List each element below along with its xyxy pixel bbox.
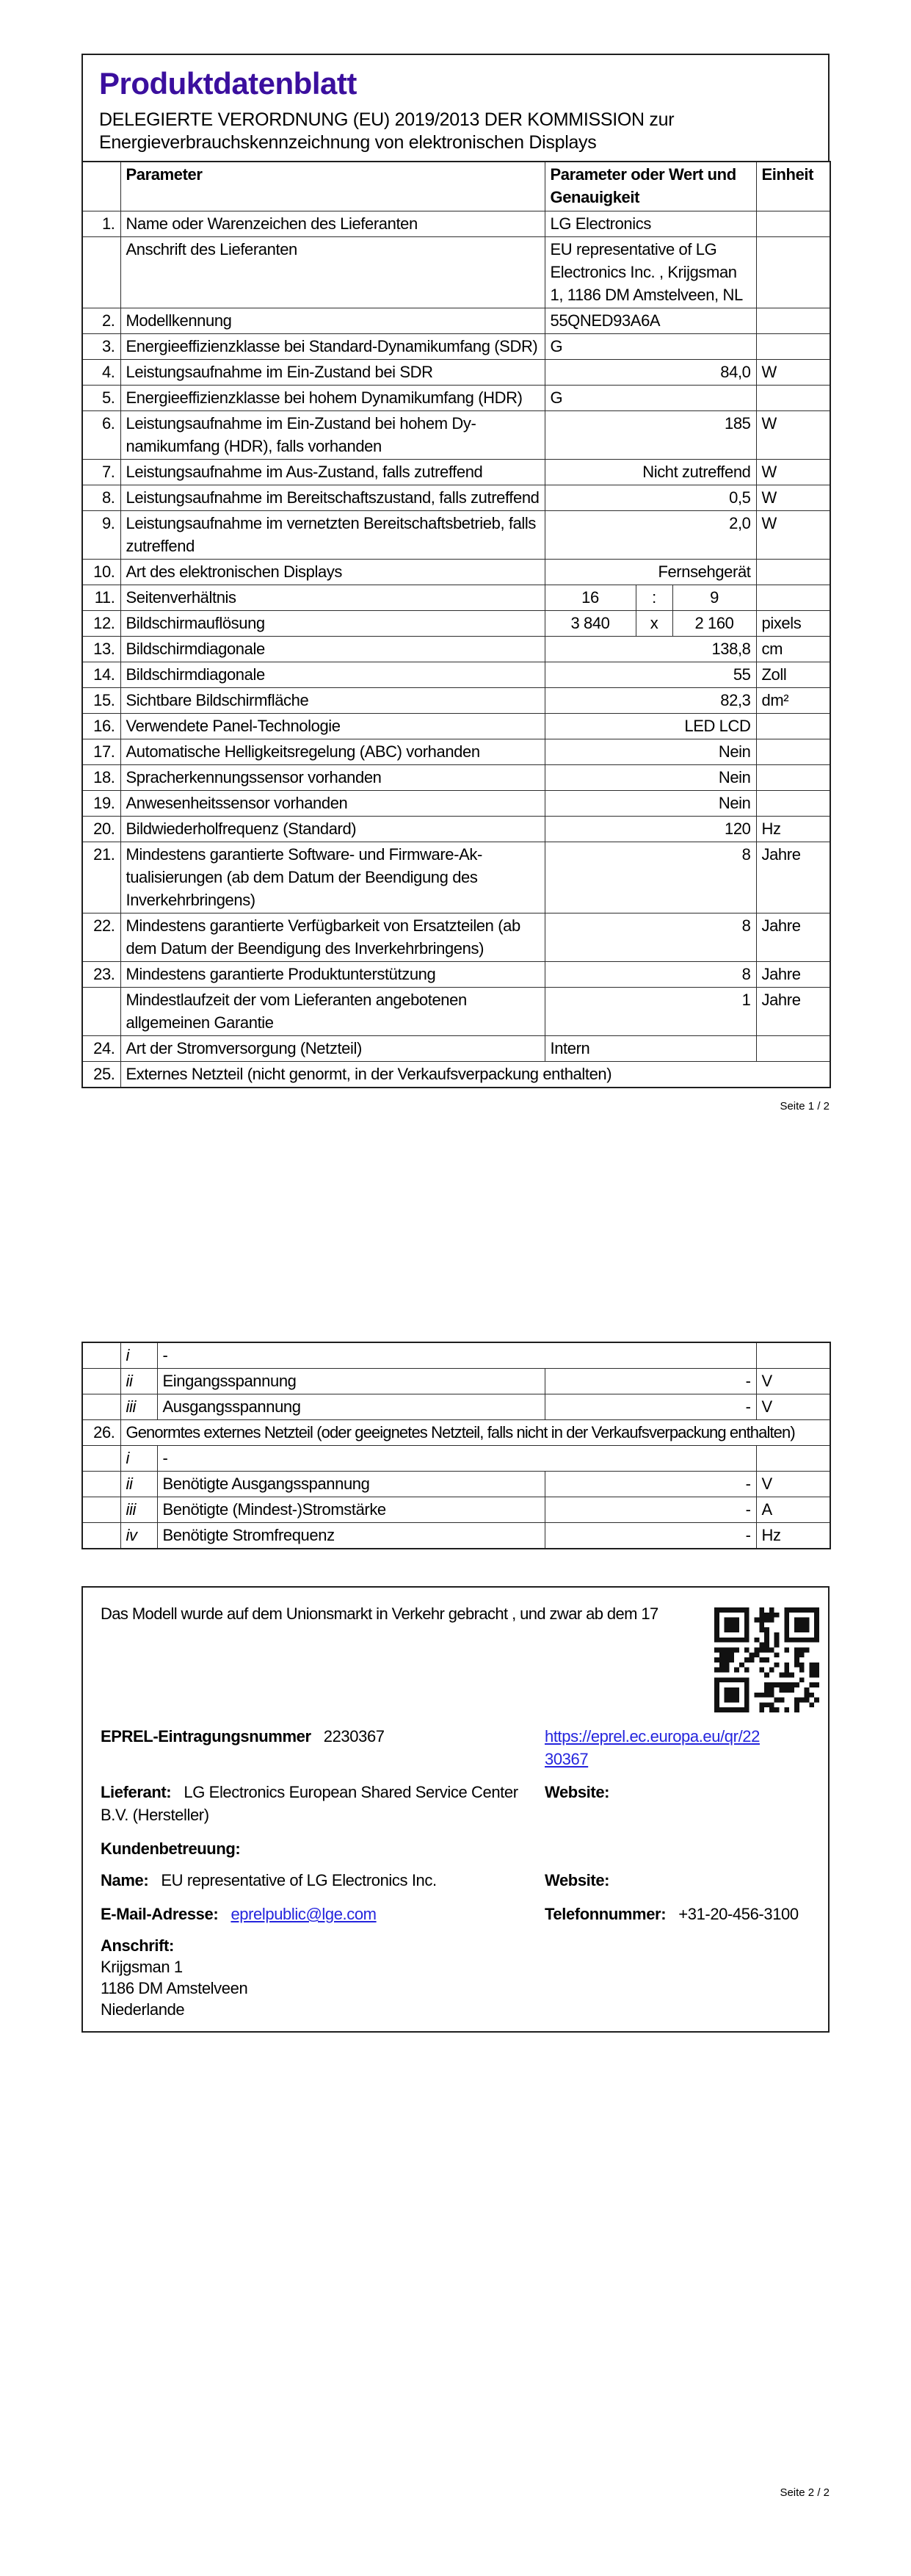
parameter-cell: Bildwiederholfrequenz (Standard) bbox=[120, 817, 545, 842]
eprel-row bbox=[101, 1725, 810, 1770]
table-row bbox=[82, 662, 830, 688]
unit-cell: dm² bbox=[756, 688, 830, 714]
row-number-cell: 7. bbox=[82, 460, 120, 485]
table-row bbox=[82, 560, 830, 585]
table-row bbox=[82, 739, 830, 765]
table-row bbox=[82, 1472, 830, 1497]
supplier-label: Lieferant: bbox=[101, 1783, 172, 1801]
table-header-row bbox=[82, 162, 830, 211]
unit-cell: A bbox=[756, 1497, 830, 1523]
parameter-cell: Automatische Helligkeitsregelung (ABC) vorhanden bbox=[120, 739, 545, 765]
unit-cell bbox=[756, 1342, 830, 1369]
eprel-link[interactable]: https://eprel.ec.europa.eu/qr/22 bbox=[545, 1727, 760, 1745]
row-number-cell: 3. bbox=[82, 334, 120, 360]
row-number-cell: 20. bbox=[82, 817, 120, 842]
unit-cell bbox=[756, 237, 830, 308]
value-cell: 2,0 bbox=[545, 511, 756, 560]
value-cell: 84,0 bbox=[545, 360, 756, 386]
page1-block bbox=[81, 54, 830, 1113]
row-number-cell: 9. bbox=[82, 511, 120, 560]
value-cell: G bbox=[545, 386, 756, 411]
value-cell: LED LCD bbox=[545, 714, 756, 739]
unit-cell: V bbox=[756, 1369, 830, 1394]
value-cell: 185 bbox=[545, 411, 756, 460]
unit-cell: V bbox=[756, 1472, 830, 1497]
table-row bbox=[82, 334, 830, 360]
table-row bbox=[82, 1394, 830, 1420]
value-cell: Fernsehgerät bbox=[545, 560, 756, 585]
value-cell: 8 bbox=[545, 913, 756, 962]
value-cell: 138,8 bbox=[545, 637, 756, 662]
table-row bbox=[82, 1062, 830, 1088]
value-cell: - bbox=[545, 1472, 756, 1497]
email-row bbox=[101, 1903, 810, 1925]
unit-cell: W bbox=[756, 460, 830, 485]
row-number-cell bbox=[82, 1523, 120, 1549]
address-label: Anschrift: bbox=[101, 1936, 174, 1955]
sub-index-cell: iv bbox=[120, 1523, 157, 1549]
row-number-cell: 10. bbox=[82, 560, 120, 585]
parameter-cell: Art des elektronischen Displays bbox=[120, 560, 545, 585]
row-number-cell: 19. bbox=[82, 791, 120, 817]
table-row bbox=[82, 1523, 830, 1549]
row-number-cell: 22. bbox=[82, 913, 120, 962]
unit-cell bbox=[756, 585, 830, 611]
value-cell: - bbox=[545, 1523, 756, 1549]
parameter-cell: Anschrift des Lieferanten bbox=[120, 237, 545, 308]
value-cell: - bbox=[545, 1497, 756, 1523]
unit-cell: Jahre bbox=[756, 913, 830, 962]
row-number-cell: 18. bbox=[82, 765, 120, 791]
row-number-cell: 4. bbox=[82, 360, 120, 386]
website2-label: Website: bbox=[545, 1871, 610, 1889]
name-label: Name: bbox=[101, 1871, 149, 1889]
row-number-cell: 14. bbox=[82, 662, 120, 688]
parameter-cell: Externes Netzteil (nicht genormt, in der Verkaufsverpackung enthalten) bbox=[120, 1062, 830, 1088]
row-number-cell: 2. bbox=[82, 308, 120, 334]
unit-cell: Hz bbox=[756, 817, 830, 842]
unit-cell: W bbox=[756, 360, 830, 386]
unit-cell bbox=[756, 560, 830, 585]
product-parameters-table bbox=[81, 161, 831, 1088]
value-cell: - bbox=[545, 1369, 756, 1394]
sub-index-cell: ii bbox=[120, 1369, 157, 1394]
header-parameter-cell: Parameter bbox=[120, 162, 545, 211]
phone-number: +31-20-456-3100 bbox=[678, 1905, 799, 1923]
table-row bbox=[82, 360, 830, 386]
value-cell: 1 bbox=[545, 988, 756, 1036]
row-number-cell: 6. bbox=[82, 411, 120, 460]
unit-cell: Jahre bbox=[756, 988, 830, 1036]
parameter-cell: Seitenverhältnis bbox=[120, 585, 545, 611]
row-number-cell bbox=[82, 1394, 120, 1420]
market-statement: Das Modell wurde auf dem Unionsmarkt in Verkehr gebracht , und zwar ab dem 17 bbox=[101, 1604, 658, 1623]
table-row bbox=[82, 1369, 830, 1394]
value-cell: 8 bbox=[545, 842, 756, 913]
row-number-cell: 13. bbox=[82, 637, 120, 662]
parameter-cell: Leistungsaufnahme im Ein-Zustand bei hohem Dynamikumfang (HDR), falls vorhanden bbox=[120, 411, 545, 460]
row-number-cell bbox=[82, 1497, 120, 1523]
unit-cell: pixels bbox=[756, 611, 830, 637]
table-row bbox=[82, 585, 830, 611]
unit-cell bbox=[756, 386, 830, 411]
row-number-cell bbox=[82, 988, 120, 1036]
row-number-cell bbox=[82, 1369, 120, 1394]
unit-cell: Jahre bbox=[756, 842, 830, 913]
value-cell: LG Electronics bbox=[545, 211, 756, 237]
value-cell: Nein bbox=[545, 765, 756, 791]
supplier-row bbox=[101, 1781, 810, 1826]
sub-index-cell: iii bbox=[120, 1394, 157, 1420]
row-number-cell: 24. bbox=[82, 1036, 120, 1062]
table-row bbox=[82, 485, 830, 511]
parameter-cell: Energieeffizienzklasse bei hohem Dynamikumfang (HDR) bbox=[120, 386, 545, 411]
value-cell: Nein bbox=[545, 739, 756, 765]
value-cell: 3 840 bbox=[545, 611, 636, 637]
parameter-cell: Bildschirmdiagonale bbox=[120, 662, 545, 688]
value-cell: 9 bbox=[672, 585, 756, 611]
parameter-cell: Anwesenheitssensor vorhanden bbox=[120, 791, 545, 817]
table-row bbox=[82, 386, 830, 411]
value-separator-cell: x bbox=[636, 611, 672, 637]
value-cell: 120 bbox=[545, 817, 756, 842]
market-info-box bbox=[81, 1586, 830, 2033]
website-label: Website: bbox=[545, 1783, 610, 1801]
unit-cell bbox=[756, 1446, 830, 1472]
table-row bbox=[82, 688, 830, 714]
row-number-cell: 1. bbox=[82, 211, 120, 237]
parameter-cell: Benötigte Ausgangsspannung bbox=[157, 1472, 545, 1497]
address-line: Krijgsman 1 bbox=[101, 1958, 183, 1976]
unit-cell bbox=[756, 308, 830, 334]
value-cell: - bbox=[157, 1446, 756, 1472]
value-cell: 2 160 bbox=[672, 611, 756, 637]
unit-cell: V bbox=[756, 1394, 830, 1420]
unit-cell: Jahre bbox=[756, 962, 830, 988]
unit-cell: cm bbox=[756, 637, 830, 662]
unit-cell: W bbox=[756, 411, 830, 460]
regulation-subtitle: DELEGIERTE VERORDNUNG (EU) 2019/2013 DER KOMMISSION zur Energieverbrauchskennzeichnung von elektronischen Displays bbox=[99, 109, 675, 153]
table-row bbox=[82, 460, 830, 485]
value-cell: EU representative of LG Electronics Inc. , Krijgsman 1, 1186 DM Amstelveen, NL bbox=[545, 237, 756, 308]
email-label: E-Mail-Adresse: bbox=[101, 1905, 219, 1923]
value-cell: 8 bbox=[545, 962, 756, 988]
value-cell: 0,5 bbox=[545, 485, 756, 511]
parameter-cell: Leistungsaufnahme im Bereitschaftszustand, falls zutreffend bbox=[120, 485, 545, 511]
value-cell: - bbox=[157, 1342, 756, 1369]
value-cell: 55QNED93A6A bbox=[545, 308, 756, 334]
supplier-line bbox=[101, 1781, 545, 1826]
title-box bbox=[81, 54, 830, 162]
parameter-cell: Modellkennung bbox=[120, 308, 545, 334]
row-number-cell: 11. bbox=[82, 585, 120, 611]
value-cell: G bbox=[545, 334, 756, 360]
table-row bbox=[82, 211, 830, 237]
sub-index-cell: i bbox=[120, 1446, 157, 1472]
parameter-cell: Energieeffizienzklasse bei Standard-Dynamikumfang (SDR) bbox=[120, 334, 545, 360]
customer-service-heading: Kundenbetreuung: bbox=[101, 1839, 241, 1858]
unit-cell bbox=[756, 1036, 830, 1062]
contact-name-row bbox=[101, 1869, 810, 1892]
table-row bbox=[82, 842, 830, 913]
table-row bbox=[82, 1420, 830, 1446]
sub-index-cell: i bbox=[120, 1342, 157, 1369]
parameter-cell: Mindestens garantierte Software- und Firmware-Aktualisierungen (ab dem Datum der Beendigung des Inverkehrbringens) bbox=[120, 842, 545, 913]
value-cell: Nein bbox=[545, 791, 756, 817]
table-row bbox=[82, 988, 830, 1036]
address-line: 1186 DM Amstelveen bbox=[101, 1979, 248, 1997]
value-cell: Intern bbox=[545, 1036, 756, 1062]
table-row bbox=[82, 765, 830, 791]
unit-cell bbox=[756, 714, 830, 739]
table-row bbox=[82, 308, 830, 334]
table-row bbox=[82, 817, 830, 842]
parameter-cell: Eingangsspannung bbox=[157, 1369, 545, 1394]
unit-cell bbox=[756, 211, 830, 237]
table-row bbox=[82, 237, 830, 308]
address-line: Niederlande bbox=[101, 2000, 185, 2019]
parameter-cell: Art der Stromversorgung (Netzteil) bbox=[120, 1036, 545, 1062]
row-number-cell: 12. bbox=[82, 611, 120, 637]
eprel-number: 2230367 bbox=[323, 1727, 385, 1745]
header-unit-cell: Einheit bbox=[756, 162, 830, 211]
value-cell: 55 bbox=[545, 662, 756, 688]
phone-label: Telefonnummer: bbox=[545, 1905, 667, 1923]
unit-cell bbox=[756, 765, 830, 791]
table-row bbox=[82, 1446, 830, 1472]
row-number-cell bbox=[82, 237, 120, 308]
row-number-cell: 26. bbox=[82, 1420, 120, 1446]
value-cell: 16 bbox=[545, 585, 636, 611]
unit-cell: Hz bbox=[756, 1523, 830, 1549]
row-number-cell: 16. bbox=[82, 714, 120, 739]
parameter-cell: Verwendete Panel-Technologie bbox=[120, 714, 545, 739]
parameter-cell: Leistungsaufnahme im Aus-Zustand, falls zutreffend bbox=[120, 460, 545, 485]
row-number-cell: 8. bbox=[82, 485, 120, 511]
unit-cell bbox=[756, 739, 830, 765]
parameter-cell: Spracherkennungssensor vorhanden bbox=[120, 765, 545, 791]
page-title: Produktdatenblatt bbox=[99, 66, 357, 101]
row-number-cell bbox=[82, 1446, 120, 1472]
value-cell: 82,3 bbox=[545, 688, 756, 714]
page2-footer: Seite 2 / 2 bbox=[780, 2486, 830, 2499]
page1-footer: Seite 1 / 2 bbox=[780, 1100, 830, 1112]
row-number-cell: 17. bbox=[82, 739, 120, 765]
email-link[interactable]: eprelpublic@lge.com bbox=[231, 1905, 377, 1923]
parameter-cell: Mindestlaufzeit der vom Lieferanten angebotenen allgemeinen Garantie bbox=[120, 988, 545, 1036]
parameter-cell: Mindestens garantierte Produktunterstützung bbox=[120, 962, 545, 988]
unit-cell bbox=[756, 791, 830, 817]
parameter-cell: Leistungsaufnahme im Ein-Zustand bei SDR bbox=[120, 360, 545, 386]
contact-name: EU representative of LG Electronics Inc. bbox=[161, 1871, 437, 1889]
qr-code-image bbox=[714, 1607, 819, 1712]
parameter-cell: Bildschirmdiagonale bbox=[120, 637, 545, 662]
row-number-cell: 25. bbox=[82, 1062, 120, 1088]
table-row bbox=[82, 411, 830, 460]
row-number-cell: 23. bbox=[82, 962, 120, 988]
parameter-cell: Name oder Warenzeichen des Lieferanten bbox=[120, 211, 545, 237]
unit-cell: W bbox=[756, 485, 830, 511]
value-cell: - bbox=[545, 1394, 756, 1420]
parameter-cell: Genormtes externes Netzteil (oder geeignetes Netzteil, falls nicht in der Verkaufsverpackung enthalten) bbox=[120, 1420, 830, 1446]
row-number-cell bbox=[82, 1472, 120, 1497]
parameter-cell: Benötigte (Mindest-)Stromstärke bbox=[157, 1497, 545, 1523]
table-row bbox=[82, 511, 830, 560]
header-value-cell: Parameter oder Wert und Genauigkeit bbox=[545, 162, 756, 211]
supplier-name: LG Electronics European Shared Service Center B.V. (Hersteller) bbox=[101, 1783, 518, 1824]
table-row bbox=[82, 913, 830, 962]
table-row bbox=[82, 791, 830, 817]
parameter-cell: Ausgangsspannung bbox=[157, 1394, 545, 1420]
row-number-cell bbox=[82, 1342, 120, 1369]
table-row bbox=[82, 1497, 830, 1523]
unit-cell: W bbox=[756, 511, 830, 560]
row-number-cell: 21. bbox=[82, 842, 120, 913]
power-supply-table bbox=[81, 1342, 831, 1549]
eprel-label: EPREL-Eintragungsnummer bbox=[101, 1727, 311, 1745]
parameter-cell: Sichtbare Bildschirmfläche bbox=[120, 688, 545, 714]
row-number-cell: 15. bbox=[82, 688, 120, 714]
eprel-link-line2[interactable]: 30367 bbox=[545, 1750, 589, 1768]
table-row bbox=[82, 714, 830, 739]
unit-cell bbox=[756, 334, 830, 360]
eprel-number-line bbox=[101, 1725, 545, 1770]
parameter-cell: Leistungsaufnahme im vernetzten Bereitschaftsbetrieb, falls zutreffend bbox=[120, 511, 545, 560]
header-number-cell bbox=[82, 162, 120, 211]
value-cell: Nicht zutreffend bbox=[545, 460, 756, 485]
address-block bbox=[101, 1935, 810, 2020]
table-row bbox=[82, 611, 830, 637]
parameter-cell: Mindestens garantierte Verfügbarkeit von Ersatzteilen (ab dem Datum der Beendigung des Inverkehrbringens) bbox=[120, 913, 545, 962]
page2-block bbox=[81, 1342, 830, 1549]
unit-cell: Zoll bbox=[756, 662, 830, 688]
value-separator-cell: : bbox=[636, 585, 672, 611]
table-row bbox=[82, 962, 830, 988]
table-row bbox=[82, 637, 830, 662]
row-number-cell: 5. bbox=[82, 386, 120, 411]
sub-index-cell: iii bbox=[120, 1497, 157, 1523]
table-row bbox=[82, 1342, 830, 1369]
sub-index-cell: ii bbox=[120, 1472, 157, 1497]
parameter-cell: Benötigte Stromfrequenz bbox=[157, 1523, 545, 1549]
parameter-cell: Bildschirmauflösung bbox=[120, 611, 545, 637]
table-row bbox=[82, 1036, 830, 1062]
